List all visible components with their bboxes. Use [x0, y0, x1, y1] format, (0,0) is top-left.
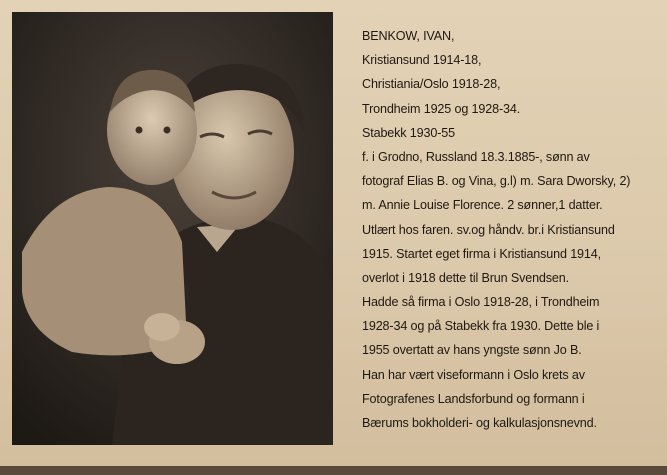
caption-line: 1955 overtatt av hans yngste sønn Jo B. [362, 343, 582, 358]
caption-line: Kristiansund 1914-18, [362, 53, 482, 68]
caption-line: Trondheim 1925 og 1928-34. [362, 101, 521, 116]
caption-line: Hadde så firma i Oslo 1918-28, i Trondheim [362, 295, 600, 310]
caption-line: Fotografenes Landsforbund og formann i [362, 391, 585, 406]
caption-line: f. i Grodno, Russland 18.3.1885-, sønn av [362, 149, 590, 164]
caption-line: Han har vært viseformann i Oslo krets av [362, 367, 585, 382]
biography-caption [362, 24, 662, 435]
caption-line: Christiania/Oslo 1918-28, [362, 77, 501, 92]
caption-line: 1928-34 og på Stabekk fra 1930. Dette ble i [362, 319, 600, 334]
caption-line: 1915. Startet eget firma i Kristiansund 1914, [362, 246, 601, 261]
caption-line: fotograf Elias B. og Vina, g.l) m. Sara Dworsky, 2) [362, 174, 631, 189]
caption-line: BENKOW, IVAN, [362, 29, 455, 43]
caption-line: Utlært hos faren. sv.og håndv. br.i Kristiansund [362, 222, 615, 237]
caption-line: Bærums bokholderi- og kalkulasjonsnevnd. [362, 416, 597, 430]
portrait-photo [12, 12, 333, 445]
caption-line: m. Annie Louise Florence. 2 sønner,1 datter. [362, 198, 603, 213]
caption-line: overlot i 1918 dette til Brun Svendsen. [362, 270, 569, 285]
caption-line: Stabekk 1930-55 [362, 125, 455, 140]
plaque-bottom-edge [0, 466, 667, 475]
